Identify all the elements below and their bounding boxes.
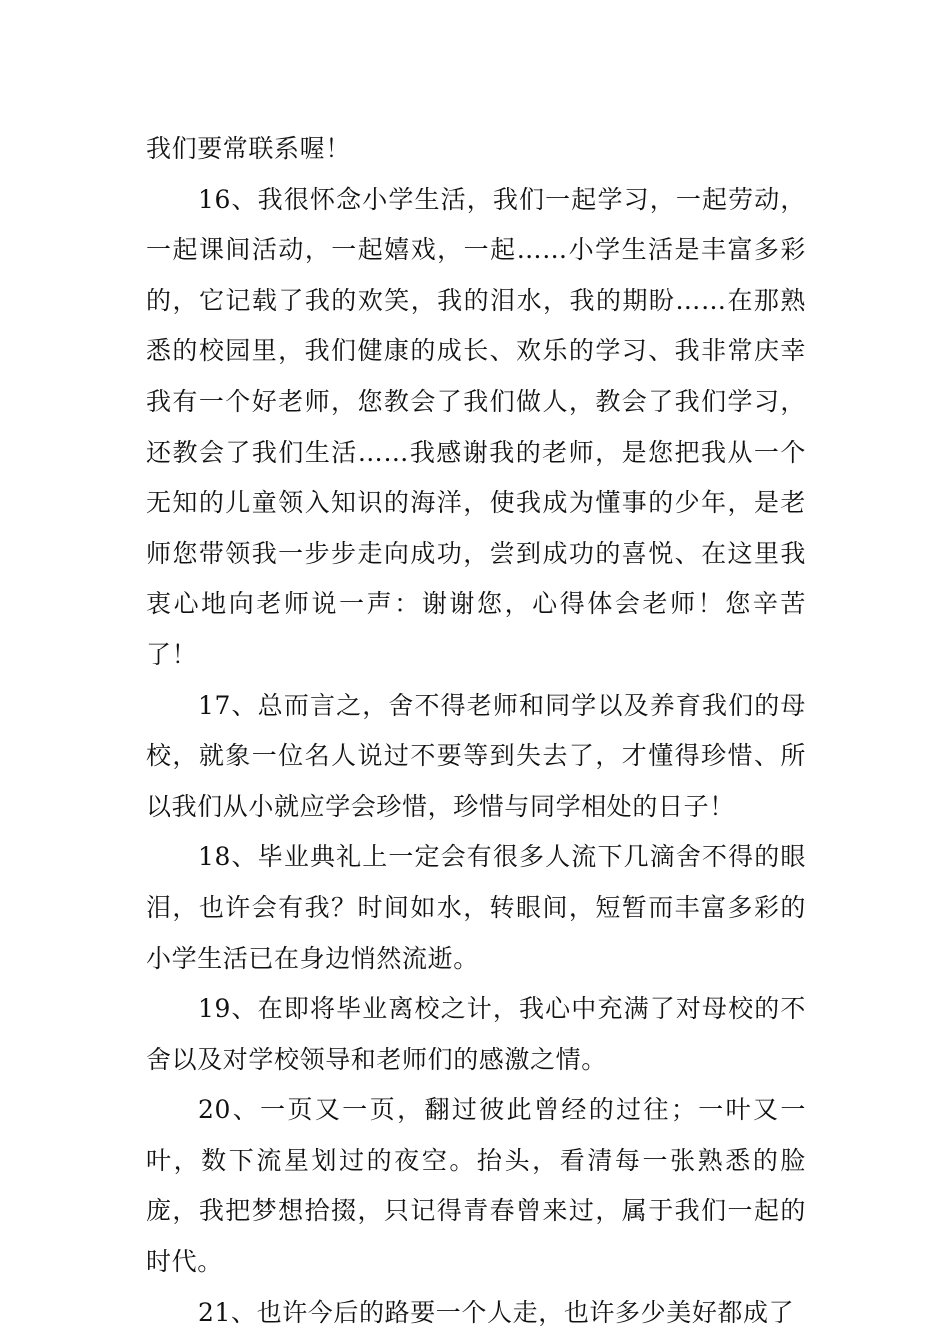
document-page xyxy=(146,124,806,1338)
paragraph-continuation: 我们要常联系喔！ xyxy=(146,134,351,163)
paragraph-21: 21、也许今后的路要一个人走，也许多少美好都成了 xyxy=(198,1297,795,1327)
paragraph-19: 19、在即将毕业离校之计，我心中充满了对母校的不舍以及对学校领导和老师们的感激之情。 xyxy=(146,994,806,1074)
paragraph-18: 18、毕业典礼上一定会有很多人流下几滴舍不得的眼泪，也许会有我？时间如水，转眼间，短暂而丰富多彩的小学生活已在身边悄然流逝。 xyxy=(146,842,806,973)
paragraph-16: 16、我很怀念小学生活，我们一起学习，一起劳动，一起课间活动，一起嬉戏，一起……小学生活是丰富多彩的，它记载了我的欢笑，我的泪水，我的期盼……在那熟悉的校园里，我们健康的成长、欢乐的学习、我非常庆幸我有一个好老师，您教会了我们做人，教会了我们学习，还教会了我们生活……我感谢我的老师，是您把我从一个无知的儿童领入知识的海洋，使我成为懂事的少年，是老师您带领我一步步走向成功，尝到成功的喜悦、在这里我衷心地向老师说一声：谢谢您，心得体会老师！您辛苦了！ xyxy=(146,184,806,669)
paragraph-20: 20、一页又一页，翻过彼此曾经的过往；一叶又一叶，数下流星划过的夜空。抬头，看清每一张熟悉的脸庞，我把梦想拾掇，只记得青春曾来过，属于我们一起的时代。 xyxy=(146,1095,806,1277)
paragraph-17: 17、总而言之，舍不得老师和同学以及养育我们的母校，就象一位名人说过不要等到失去了，才懂得珍惜、所以我们从小就应学会珍惜，珍惜与同学相处的日子！ xyxy=(146,690,806,821)
